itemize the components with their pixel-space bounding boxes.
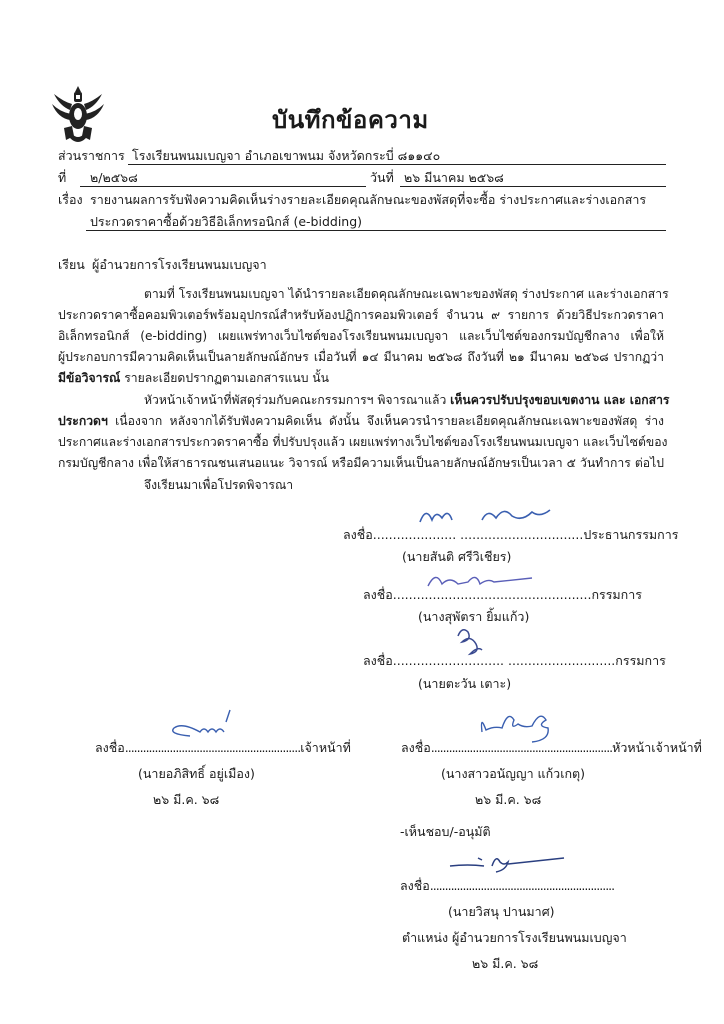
ref-underline [80, 186, 366, 187]
director-name: (นายวิสนุ ปานมาศ) [448, 904, 555, 919]
comment-rest: รายละเอียดปรากฏตามเอกสารแนบ นั้น [120, 371, 329, 385]
director-sign-line: ลงชื่อ.............................................................. [400, 878, 615, 893]
officer-signature-icon [160, 706, 240, 742]
body-p1-line-3: อิเล็กทรอนิกส์ (e-bidding) เผยแพร่ทางเว็บไซต์ของโรงเรียนพนมเบญจา และเว็บไซต์ของกรมบัญชีกลาง เพื่อให้ [58, 329, 664, 343]
document-title: บันทึกข้อความ [272, 106, 429, 134]
body-p2-line-3: ประกาศและร่างเอกสารประกวดราคาซื้อ ที่ปรับปรุงแล้ว เผยแพร่ทางเว็บไซต์ของโรงเรียนพนมเบญจา และเว็บไซต์ของ [58, 435, 668, 449]
subject-line-1: รายงานผลการรับฟังความคิดเห็นร่างรายละเอียดคุณลักษณะของพัสดุที่จะซื้อ ร่างประกาศและร่างเอกสาร [90, 192, 647, 207]
p2-rest: เนื่องจาก หลังจากได้รับฟังความคิดเห็น ดังนั้น จึงเห็นควรนำรายละเอียดคุณลักษณะเฉพาะของพัสดุ ร่าง [107, 414, 664, 428]
date-value: ๒๖ มีนาคม ๒๕๖๘ [404, 170, 504, 185]
p2-plain: หัวหน้าเจ้าหน้าที่พัสดุร่วมกับคณะกรรมการฯ พิจารณาแล้ว [144, 393, 451, 407]
officer-sign-line: ลงชื่อ...........................................................เจ้าหน้าที่ [95, 740, 351, 755]
chair-role: ประธานกรรมการ [583, 527, 679, 542]
sign-label: ลงชื่อ [363, 653, 393, 668]
body-p1-line-4: ผู้ประกอบการมีความคิดเห็นเป็นลายลักษณ์อักษร เมื่อวันที่ ๑๔ มีนาคม ๒๕๖๘ ถึงวันที่ ๒๑ มีนาคม ๒๕๖๘ ปรากฏว่า [58, 350, 664, 364]
subject-line-2: ประกวดราคาซื้อด้วยวิธีอิเล็กทรอนิกส์ (e-bidding) [90, 214, 363, 229]
body-p2-line-2 [58, 412, 664, 431]
approval-text: -เห็นชอบ/-อนุมัติ [400, 824, 491, 839]
ref-value: ๒/๒๕๖๘ [90, 170, 138, 185]
chair-sign-line: ลงชื่อ..................... ...............................ประธานกรรมการ [343, 527, 679, 542]
member2-name: (นายตะวัน เตาะ) [418, 676, 512, 691]
director-date: ๒๖ มี.ค. ๖๘ [472, 956, 539, 971]
closing-line: จึงเรียนมาเพื่อโปรดพิจารณา [144, 478, 294, 492]
head-officer-role: หัวหน้าเจ้าหน้าที่ [612, 740, 702, 755]
subject-label: เรื่อง [58, 192, 83, 207]
body-p1-line-5 [58, 369, 664, 388]
officer-name: (นายอภิสิทธิ์ อยู่เมือง) [138, 766, 255, 781]
member1-role: กรรมการ [591, 587, 642, 602]
head-officer-date: ๒๖ มี.ค. ๖๘ [475, 792, 542, 807]
department-underline [128, 164, 666, 165]
sign-label: ลงชื่อ [400, 878, 430, 893]
sign-label: ลงชื่อ [343, 527, 373, 542]
salutation-label: เรียน [58, 257, 85, 272]
officer-date: ๒๖ มี.ค. ๖๘ [153, 792, 220, 807]
body-p1-line-2: ประกวดราคาซื้อคอมพิวเตอร์พร้อมอุปกรณ์สำหรับห้องปฏิการคอมพิวเตอร์ จำนวน ๙ รายการ ด้วยวิธีประกวดราคา [58, 308, 664, 322]
date-underline [400, 186, 666, 187]
date-label: วันที่ [370, 170, 394, 185]
body-p1-line-1: ตามที่ โรงเรียนพนมเบญจา ได้นำรายละเอียดคุณลักษณะเฉพาะของพัสดุ ร่างประกาศ และร่างเอกสาร [144, 287, 669, 301]
sign-label: ลงชื่อ [95, 740, 125, 755]
p2-bold: เห็นควรปรับปรุงขอบเขตงาน และ เอกสาร [450, 393, 670, 407]
body-p2-line-4: กรมบัญชีกลาง เพื่อให้สาธารณชนเสนอแนะ วิจารณ์ หรือมีความเห็นเป็นลายลักษณ์อักษรเป็นเวลา ๕ วันทำการ ต่อไป [58, 456, 664, 470]
head-officer-sign-line: ลงชื่อ.............................................................หัวหน้าเจ้าหน้าที่ [401, 740, 702, 755]
department-value: โรงเรียนพนมเบญจา อำเภอเขาพนม จังหวัดกระบี่ ๘๑๑๔๐ [132, 148, 441, 163]
sign-label: ลงชื่อ [363, 587, 393, 602]
sign-label: ลงชื่อ [401, 740, 431, 755]
director-signature-icon [448, 850, 568, 876]
member2-sign-line: ลงชื่อ............................ ...........................กรรมการ [363, 653, 666, 668]
member2-role: กรรมการ [615, 653, 666, 668]
subject-underline [86, 230, 666, 231]
director-position: ตำแหน่ง ผู้อำนวยการโรงเรียนพนมเบญจา [402, 930, 627, 945]
department-label: ส่วนราชการ [58, 148, 125, 163]
member1-sign-line: ลงชื่อ..................................................กรรมการ [363, 587, 642, 602]
p2-bold-2: ประกวดฯ [58, 414, 108, 428]
member1-name: (นางสุพัตรา ยิ้มแก้ว) [418, 609, 530, 624]
head-officer-name: (นางสาวอนัญญา แก้วเกตุ) [441, 766, 586, 781]
ref-label: ที่ [58, 170, 67, 185]
salutation-value: ผู้อำนวยการโรงเรียนพนมเบญจา [92, 257, 267, 272]
chair-name: (นายสันติ ศรีวิเชียร) [402, 549, 512, 564]
comment-bold: มีข้อวิจารณ์ [58, 371, 121, 385]
officer-role: เจ้าหน้าที่ [300, 740, 351, 755]
garuda-emblem-icon [50, 84, 106, 146]
body-p2-line-1 [58, 391, 670, 410]
